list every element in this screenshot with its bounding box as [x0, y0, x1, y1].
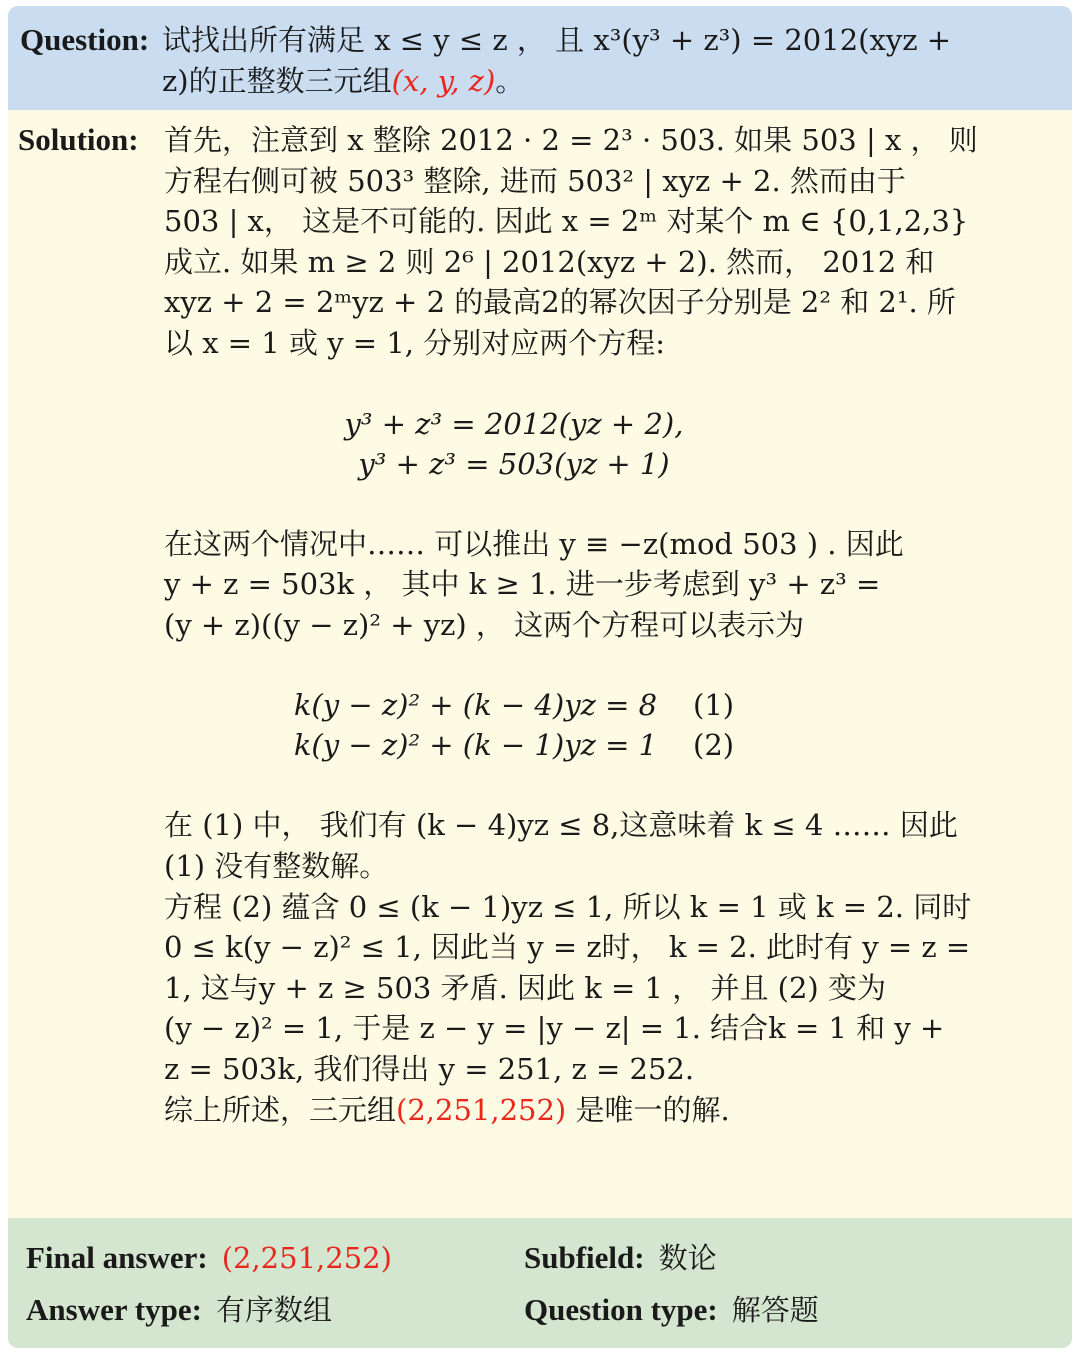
- question-type-label: Question type:: [524, 1292, 718, 1327]
- final-answer-row: [26, 1238, 392, 1278]
- metadata-panel: [8, 1218, 1072, 1348]
- question-triple: (x, y, z): [391, 63, 496, 98]
- equation-block-1: [164, 404, 864, 484]
- solution-line: 方程右侧可被 503³ 整除, 进而 503² | xyz + 2. 然而由于: [164, 163, 906, 198]
- question-type-row: [524, 1290, 819, 1330]
- final-answer-label: Final answer:: [26, 1240, 208, 1275]
- solution-line: 1, 这与y + z ≥ 503 矛盾. 因此 k = 1 ， 并且 (2) 变为: [164, 970, 886, 1005]
- subfield-row: [524, 1238, 717, 1278]
- solution-line: 成立. 如果 m ≥ 2 则 2⁶ | 2012(xyz + 2). 然而， 2012 和: [164, 244, 935, 279]
- solution-panel: [8, 110, 1072, 1218]
- answer-type-row: [26, 1290, 332, 1330]
- equation: y³ + z³ = 2012(yz + 2),: [344, 406, 684, 441]
- question-line-2: z)的正整数三元组(x, y, z)。: [162, 63, 525, 98]
- solution-line: 首先，注意到 x 整除 2012 · 2 = 2³ · 503. 如果 503 | x ， 则: [164, 123, 978, 157]
- equation-2: k(y − z)² + (k − 1)yz = 1 (2): [164, 725, 864, 765]
- question-type-value: 解答题: [731, 1293, 819, 1327]
- solution-line: 以 x = 1 或 y = 1, 分别对应两个方程:: [164, 325, 665, 360]
- conclusion-answer: (2,251,252): [396, 1092, 567, 1127]
- solution-text: [164, 120, 978, 1130]
- conclusion-line: 综上所述，三元组(2,251,252) 是唯一的解.: [164, 1092, 730, 1127]
- final-answer-value: (2,251,252): [221, 1241, 392, 1275]
- solution-line: (y + z)((y − z)² + yz) ， 这两个方程可以表示为: [164, 607, 805, 642]
- solution-line: 方程 (2) 蕴含 0 ≤ (k − 1)yz ≤ 1, 所以 k = 1 或 k = 2. 同时: [164, 889, 972, 924]
- equation-1: k(y − z)² + (k − 4)yz = 8 (1): [164, 685, 864, 725]
- equation-block-2: [164, 685, 864, 765]
- subfield-value: 数论: [658, 1241, 717, 1275]
- solution-line: (1) 没有整数解。: [164, 848, 389, 883]
- solution-line: xyz + 2 = 2ᵐyz + 2 的最高2的幂次因子分别是 2² 和 2¹. 所: [164, 285, 956, 320]
- question-text: [162, 20, 951, 101]
- equation: y³ + z³ = 503(yz + 1): [358, 446, 670, 481]
- answer-type-label: Answer type:: [26, 1292, 202, 1327]
- question-panel: [8, 6, 1072, 110]
- question-label: Question:: [20, 22, 150, 57]
- equation-number: (1): [693, 688, 735, 723]
- solution-line: 在这两个情况中…… 可以推出 y ≡ −z(mod 503 ) . 因此: [164, 526, 904, 561]
- solution-label: Solution:: [18, 122, 139, 157]
- solution-line: 0 ≤ k(y − z)² ≤ 1, 因此当 y = z时， k = 2. 此时有 y = z =: [164, 930, 971, 965]
- answer-type-value: 有序数组: [215, 1293, 332, 1327]
- solution-line: 在 (1) 中， 我们有 (k − 4)yz ≤ 8,这意味着 k ≤ 4 …… 因此: [164, 808, 958, 843]
- question-line: 试找出所有满足 x ≤ y ≤ z ， 且 x³(y³ + z³) = 2012(xyz +: [162, 23, 952, 57]
- equation-number: (2): [693, 728, 735, 763]
- subfield-label: Subfield:: [524, 1240, 645, 1275]
- solution-line: 503 | x， 这是不可能的. 因此 x = 2ᵐ 对某个 m ∈ {0,1,2,3}: [164, 204, 969, 239]
- solution-line: (y − z)² = 1, 于是 z − y = |y − z| = 1. 结合k = 1 和 y +: [164, 1011, 945, 1046]
- solution-line: z = 503k, 我们得出 y = 251, z = 252.: [164, 1051, 695, 1086]
- solution-line: y + z = 503k ， 其中 k ≥ 1. 进一步考虑到 y³ + z³ =: [164, 567, 881, 602]
